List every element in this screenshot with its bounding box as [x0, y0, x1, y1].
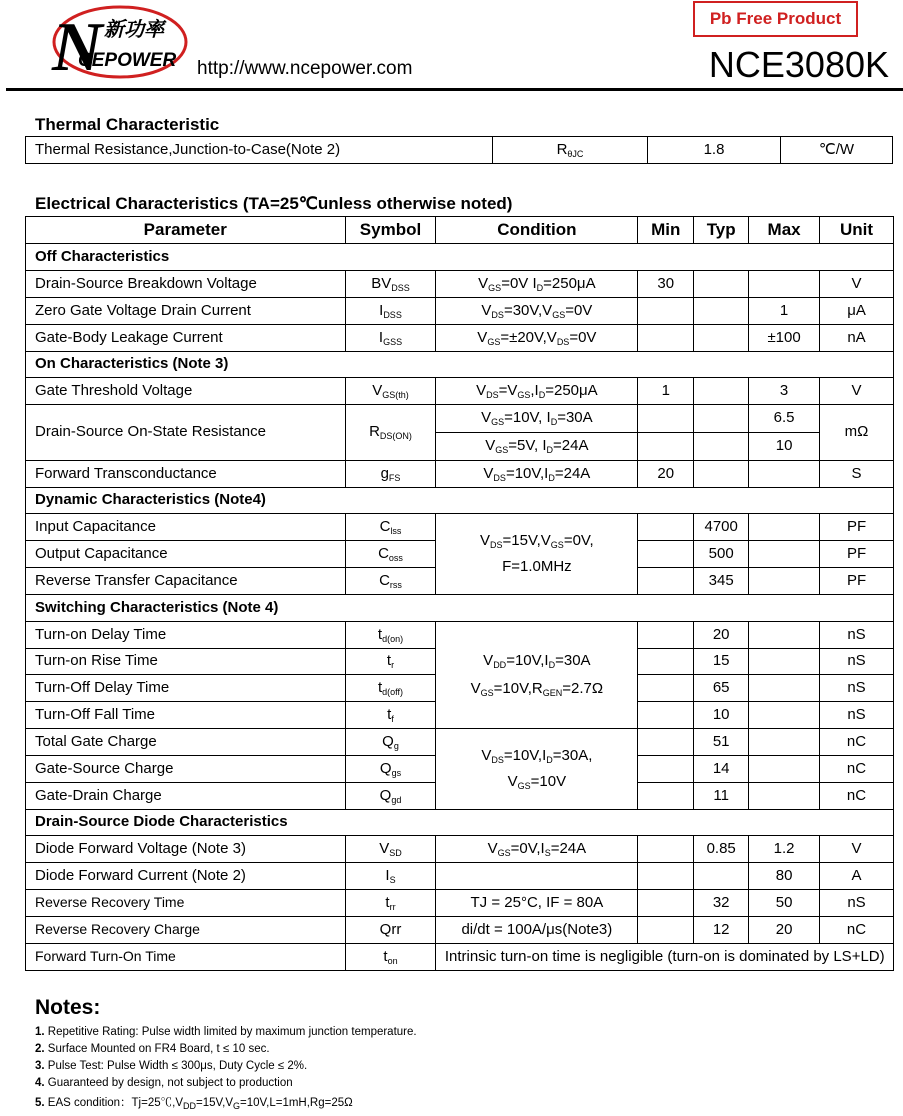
note-item: 1. Repetitive Rating: Pulse width limited by maximum junction temperature.: [35, 1026, 417, 1038]
electrical-table: [25, 216, 894, 971]
notes-list: [35, 1024, 417, 1112]
pb-free-badge: Pb Free Product: [693, 1, 858, 37]
section-on: On Characteristics (Note 3): [26, 352, 894, 378]
table-row: Turn-on Rise Time $t_r$ 15 nS: [26, 649, 894, 675]
section-dynamic: Dynamic Characteristics (Note4): [26, 488, 894, 514]
table-row: Reverse Recovery Charge Qrr di/dt = 100A/μs(Note3) 12 20 nC: [26, 917, 894, 944]
table-row: Drain-Source Breakdown Voltage $BV_{DSS}$ $V_{GS}=0V$ $I_D=250\mu A$ 30 V: [26, 271, 894, 298]
table-row: Gate-Body Leakage Current $I_{GSS}$ $V_{GS}=\pm 20V,V_{DS}=0V$ ±100 nA: [26, 325, 894, 352]
thermal-symbol: $R_{\theta JC}$: [493, 137, 648, 164]
col-condition: Condition: [436, 217, 638, 244]
table-row: Turn-on Delay Time $t_{d(on)}$ $V_{DD}=10V,I_D=30A$ $V_{GS}=10V,R_{GEN}=2.7\Omega$ 20 nS: [26, 622, 894, 649]
website-url[interactable]: http://www.ncepower.com: [197, 58, 413, 79]
table-row: $V_{GS}=5V$, $I_D=24A$ 10: [26, 433, 894, 461]
col-max: Max: [749, 217, 820, 244]
table-row: Turn-Off Fall Time $t_f$ 10 nS: [26, 702, 894, 729]
table-row: Forward Transconductance $g_{FS}$ $V_{DS}=10V,I_D=24A$ 20 S: [26, 461, 894, 488]
thermal-title: Thermal Characteristic: [35, 115, 220, 134]
table-row: Reverse Transfer Capacitance $C_{rss}$ 345 PF: [26, 568, 894, 595]
company-logo: [50, 4, 190, 82]
svg-text:新功率: 新功率: [104, 17, 164, 41]
table-row: Input Capacitance $C_{lss}$ $V_{DS}=15V,V_{GS}=0V$, F=1.0MHz 4700 PF: [26, 514, 894, 541]
table-row: Diode Forward Voltage (Note 3) $V_{SD}$ $V_{GS}=0V,I_S=24A$ 0.85 1.2 V: [26, 836, 894, 863]
col-symbol: Symbol: [345, 217, 436, 244]
thermal-param: Thermal Resistance,Junction-to-Case(Note 2): [26, 137, 493, 164]
table-row: Forward Turn-On Time $t_{on}$ Intrinsic turn-on time is negligible (turn-on is dominated by LS+LD): [26, 944, 894, 971]
section-off: Off Characteristics: [26, 244, 894, 271]
table-row: Diode Forward Current (Note 2) $I_S$ 80 A: [26, 863, 894, 890]
note-item: 4. Guaranteed by design, not subject to production: [35, 1077, 293, 1089]
header-divider: [6, 88, 903, 91]
section-switching: Switching Characteristics (Note 4): [26, 595, 894, 622]
notes-title: Notes:: [35, 996, 101, 1019]
note-item: 5. EAS condition：$Tj=25℃,V_{DD}=15V,V_G=10V,L=1mH,Rg=25\Omega$: [35, 1097, 353, 1111]
model-number: NCE3080K: [708, 44, 889, 85]
note-item: 3. Pulse Test: Pulse Width ≤ 300μs, Duty Cycle ≤ 2%.: [35, 1060, 308, 1072]
table-row: Drain-Source On-State Resistance $R_{DS(ON)}$ $V_{GS}=10V$, $I_D=30A$ 6.5 mΩ: [26, 405, 894, 433]
thermal-unit: ℃/W: [781, 137, 893, 164]
col-parameter: Parameter: [26, 217, 346, 244]
svg-text:N: N: [52, 9, 103, 82]
col-typ: Typ: [694, 217, 749, 244]
table-row: Gate-Drain Charge $Q_{gd}$ 11 nC: [26, 783, 894, 810]
table-row: Zero Gate Voltage Drain Current $I_{DSS}$ $V_{DS}=30V,V_{GS}=0V$ 1 μA: [26, 298, 894, 325]
note-item: 2. Surface Mounted on FR4 Board, t ≤ 10 sec.: [35, 1043, 270, 1055]
electrical-title: Electrical Characteristics (TA=25℃unless otherwise noted): [35, 194, 513, 213]
section-diode: Drain-Source Diode Characteristics: [26, 810, 894, 836]
table-row: Gate Threshold Voltage $V_{GS(th)}$ $V_{DS}=V_{GS},I_D=250\mu A$ 1 3 V: [26, 378, 894, 405]
svg-text:CEPOWER: CEPOWER: [78, 50, 177, 71]
thermal-table: [25, 136, 893, 164]
col-min: Min: [638, 217, 694, 244]
col-unit: Unit: [820, 217, 894, 244]
table-row: Reverse Recovery Time $t_{rr}$ TJ = 25°C, IF = 80A 32 50 nS: [26, 890, 894, 917]
table-row: Total Gate Charge $Q_g$ $V_{DS}=10V,I_D=30A$, $V_{GS}=10V$ 51 nC: [26, 729, 894, 756]
table-row: Output Capacitance $C_{oss}$ 500 PF: [26, 541, 894, 568]
header-row: [26, 217, 894, 244]
table-row: Turn-Off Delay Time $t_{d(off)}$ 65 nS: [26, 675, 894, 702]
table-row: Gate-Source Charge $Q_{gs}$ 14 nC: [26, 756, 894, 783]
thermal-value: 1.8: [648, 137, 781, 164]
